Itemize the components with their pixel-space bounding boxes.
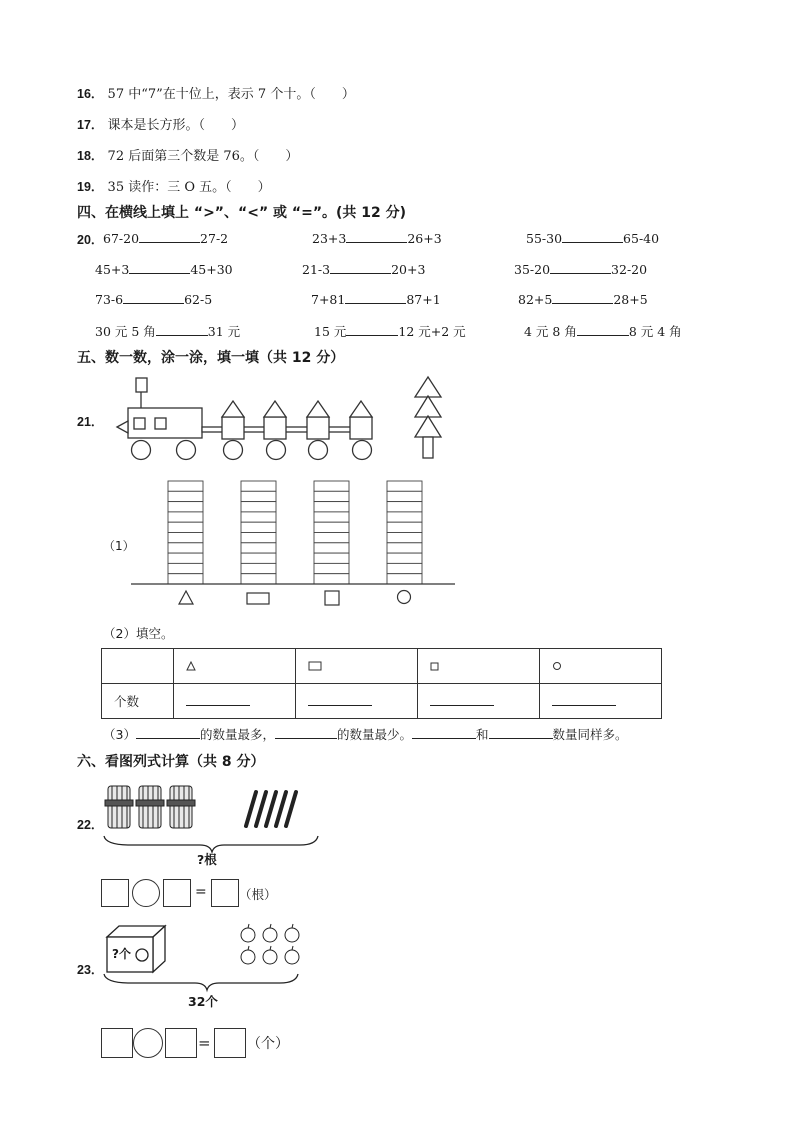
right-expression: 8 元 4 角 [628,324,682,339]
unit-label: （个） [247,1036,289,1052]
section-5-title: 五、数一数，涂一涂，填一填（共 12 分） [77,350,345,366]
left-expression: 15 元 [314,324,347,339]
left-expression: 7+81 [311,292,346,307]
left-expression: 45+3 [95,262,130,277]
right-expression: 45+30 [190,262,233,277]
row-label: 个数 [102,684,174,719]
question-number: 18． [77,149,104,163]
right-expression: 26+3 [407,231,442,246]
apple-icon [136,949,148,961]
part-3-text: 的数量最少。 [336,727,412,742]
answer-box[interactable] [101,1028,133,1058]
question-number: 16． [77,87,104,101]
operator-circle[interactable] [133,1028,163,1058]
brace-icon [104,974,298,990]
part-3-text: 数量同样多。 [552,727,628,742]
question-text: 57 中“7”在十位上，表示 7 个十。（ ） [107,87,355,102]
right-expression: 65-40 [623,231,660,246]
part-2-label: （2）填空。 [103,626,174,641]
equals-sign: = [195,884,207,900]
left-expression: 4 元 8 角 [524,324,577,339]
apple-group-icon [241,924,299,964]
question-number: 17． [77,118,104,132]
left-expression: 23+3 [312,231,347,246]
box-label: ?个 [112,947,131,961]
left-expression: 67-20 [103,231,140,246]
question-20-number: 20． [77,233,104,247]
part-3-text: 和 [475,727,489,742]
question-21-number: 21． [77,415,104,429]
part-1-label: （1） [103,539,135,553]
unit-label: （根） [239,887,277,902]
left-expression: 21-3 [302,262,331,277]
question-text: 35 读作：三 O 五。（ ） [107,180,271,195]
answer-box[interactable] [214,1028,246,1058]
right-expression: 12 元+2 元 [398,324,466,339]
question-number: 19． [77,180,104,194]
q23-total-label: 32个 [188,994,218,1009]
left-expression: 73-6 [95,292,124,307]
part-3-text: 的数量最多， [199,727,275,742]
right-expression: 31 元 [207,324,241,339]
question-text: 72 后面第三个数是 76。（ ） [107,149,299,164]
right-expression: 27-2 [200,231,229,246]
right-expression: 87+1 [406,292,441,307]
left-expression: 55-30 [526,231,563,246]
section-4-title: 四、在横线上填上 “>”、“<” 或 “=”。(共 12 分) [77,205,407,221]
left-expression: 82+5 [518,292,553,307]
equals-sign: = [198,1034,211,1052]
answer-box[interactable] [165,1028,197,1058]
right-expression: 28+5 [613,292,648,307]
left-expression: 30 元 5 角 [95,324,156,339]
q22-total-label: ?根 [197,852,217,867]
right-expression: 32-20 [611,262,648,277]
left-expression: 35-20 [514,262,551,277]
right-expression: 62-5 [184,292,213,307]
section-6-title: 六、看图列式计算（共 8 分） [77,754,265,770]
question-text: 课本是长方形。（ ） [107,118,245,133]
part-3-prefix: （3） [103,727,136,742]
question-23-number: 23． [77,963,104,977]
question-22-number: 22． [77,818,104,832]
right-expression: 20+3 [391,262,426,277]
